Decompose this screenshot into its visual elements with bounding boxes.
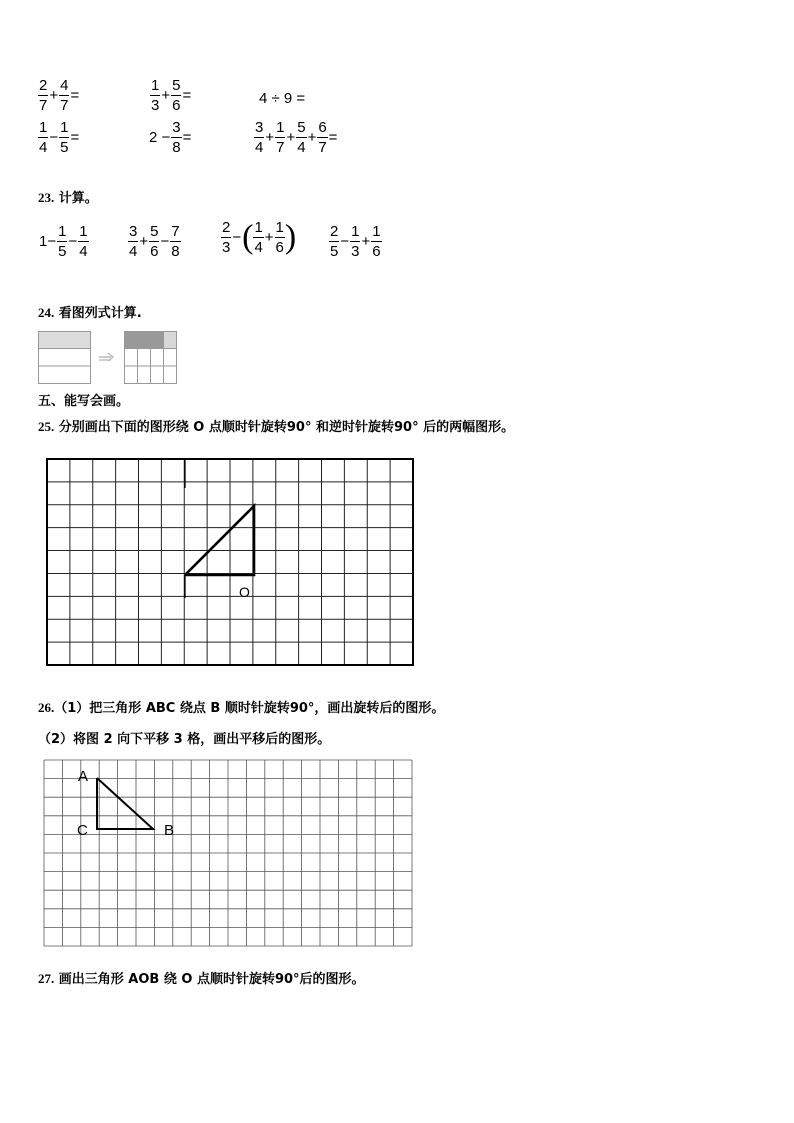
leading-term: 1− xyxy=(39,233,57,250)
denominator: 4 xyxy=(39,139,48,156)
operator: + xyxy=(49,87,59,104)
expr-row2-2 xyxy=(148,120,192,155)
denominator: 7 xyxy=(39,97,48,114)
numerator: 1 xyxy=(254,219,263,236)
denominator: 3 xyxy=(222,239,231,256)
equals: = xyxy=(182,129,192,146)
question-number: 26. xyxy=(38,700,55,715)
fraction xyxy=(221,220,231,255)
fraction xyxy=(350,224,360,259)
fraction xyxy=(38,120,48,155)
equals: = xyxy=(328,129,338,146)
operator: − xyxy=(160,233,170,250)
denominator: 7 xyxy=(60,97,69,114)
denominator: 6 xyxy=(172,97,181,114)
question-26-part2 xyxy=(38,728,330,747)
arrow-icon xyxy=(99,353,113,361)
fraction xyxy=(296,120,306,155)
numerator: 1 xyxy=(60,119,69,136)
expr-row1-2 xyxy=(150,78,192,113)
question-27-title xyxy=(38,968,365,987)
numerator: 1 xyxy=(58,223,67,240)
question-number: 23. xyxy=(38,190,55,205)
numerator: 2 xyxy=(330,223,339,240)
operator: + xyxy=(286,129,296,146)
division-expression: 4 ÷ 9 = xyxy=(259,89,306,107)
denominator: 4 xyxy=(129,243,138,260)
question-23-title xyxy=(38,187,98,206)
label-a: A xyxy=(78,768,89,785)
q23-expr-3 xyxy=(221,220,296,255)
question-text: 计算。 xyxy=(58,191,98,206)
q24-figure xyxy=(38,331,180,385)
numerator: 1 xyxy=(351,223,360,240)
expr-row2-1 xyxy=(38,120,80,155)
operator: − xyxy=(49,129,59,146)
question-number: 27. xyxy=(38,971,55,986)
fraction xyxy=(170,224,180,259)
denominator: 4 xyxy=(79,243,88,260)
fraction xyxy=(253,220,263,255)
numerator: 5 xyxy=(297,119,306,136)
fraction xyxy=(57,224,67,259)
denominator: 8 xyxy=(171,243,180,260)
denominator: 4 xyxy=(254,239,263,256)
question-text: 看图列式计算. xyxy=(58,306,142,321)
fraction xyxy=(128,224,138,259)
question-text: 分别画出下面的图形绕 O 点顺时针旋转90° 和逆时针旋转90° 后的两幅图形。 xyxy=(58,420,515,435)
point-o-label: O xyxy=(239,584,250,600)
fraction xyxy=(317,120,327,155)
left-rectangle xyxy=(39,332,91,384)
section-5-title xyxy=(38,390,129,409)
numerator: 3 xyxy=(129,223,138,240)
grid-lines xyxy=(47,459,413,665)
expr-row2-3 xyxy=(254,120,338,155)
expr-row1-1 xyxy=(38,78,80,113)
operator: + xyxy=(307,129,317,146)
numerator: 5 xyxy=(172,77,181,94)
numerator: 1 xyxy=(79,223,88,240)
fraction xyxy=(171,78,181,113)
left-parenthesis: ( xyxy=(242,218,254,256)
fraction xyxy=(371,224,381,259)
numerator: 1 xyxy=(151,77,160,94)
expr-row1-3 xyxy=(258,89,306,107)
operator: + xyxy=(361,233,371,250)
numerator: 5 xyxy=(150,223,159,240)
numerator: 1 xyxy=(372,223,381,240)
fraction xyxy=(329,224,339,259)
q23-expr-2 xyxy=(128,224,181,259)
operator: + xyxy=(161,87,171,104)
question-number: 24. xyxy=(38,305,55,320)
fraction xyxy=(59,78,69,113)
denominator: 4 xyxy=(297,139,306,156)
operator: − xyxy=(232,229,242,246)
equals: = xyxy=(182,87,192,104)
question-26-title xyxy=(38,697,444,716)
leading-term: 2 − xyxy=(149,129,171,146)
fraction xyxy=(78,224,88,259)
denominator: 7 xyxy=(318,139,327,156)
label-c: C xyxy=(77,822,88,839)
fraction xyxy=(149,224,159,259)
numerator: 7 xyxy=(171,223,180,240)
equals: = xyxy=(70,87,80,104)
numerator: 1 xyxy=(276,119,285,136)
question-text-part1: （1）把三角形 ABC 绕点 B 顺时针旋转90°，画出旋转后的图形。 xyxy=(54,701,445,716)
numerator: 1 xyxy=(275,219,284,236)
operator: − xyxy=(68,233,78,250)
denominator: 6 xyxy=(275,239,284,256)
denominator: 8 xyxy=(172,139,181,156)
q25-grid xyxy=(46,458,416,668)
triangle-abc xyxy=(97,778,153,829)
right-rectangle xyxy=(125,332,177,384)
fraction xyxy=(254,120,264,155)
question-number: 25. xyxy=(38,419,55,434)
fraction xyxy=(275,220,285,255)
numerator: 3 xyxy=(172,119,181,136)
operator: − xyxy=(340,233,350,250)
denominator: 6 xyxy=(372,243,381,260)
numerator: 1 xyxy=(39,119,48,136)
operator: + xyxy=(265,129,275,146)
question-24-title xyxy=(38,302,142,321)
equals: = xyxy=(70,129,80,146)
denominator: 6 xyxy=(150,243,159,260)
question-text: 画出三角形 AOB 绕 O 点顺时针旋转90°后的图形。 xyxy=(58,972,365,987)
q23-expr-1 xyxy=(38,224,89,259)
denominator: 7 xyxy=(276,139,285,156)
numerator: 3 xyxy=(255,119,264,136)
numerator: 2 xyxy=(222,219,231,236)
label-b: B xyxy=(164,822,175,839)
fraction xyxy=(275,120,285,155)
fraction xyxy=(38,78,48,113)
right-parenthesis: ) xyxy=(284,218,297,256)
grid-lines xyxy=(44,760,412,946)
question-25-title xyxy=(38,416,514,435)
operator: + xyxy=(139,233,149,250)
fraction xyxy=(171,120,181,155)
operator: + xyxy=(264,229,274,246)
q23-expr-4 xyxy=(329,224,382,259)
denominator: 5 xyxy=(330,243,339,260)
denominator: 5 xyxy=(60,139,69,156)
section-heading: 五、能写会画。 xyxy=(38,394,130,409)
fraction xyxy=(150,78,160,113)
question-text-part2: （2）将图 2 向下平移 3 格，画出平移后的图形。 xyxy=(38,732,331,747)
denominator: 3 xyxy=(351,243,360,260)
numerator: 2 xyxy=(39,77,48,94)
fraction xyxy=(59,120,69,155)
q26-grid xyxy=(43,759,415,951)
denominator: 4 xyxy=(255,139,264,156)
denominator: 3 xyxy=(151,97,160,114)
numerator: 6 xyxy=(318,119,327,136)
numerator: 4 xyxy=(60,77,69,94)
denominator: 5 xyxy=(58,243,67,260)
